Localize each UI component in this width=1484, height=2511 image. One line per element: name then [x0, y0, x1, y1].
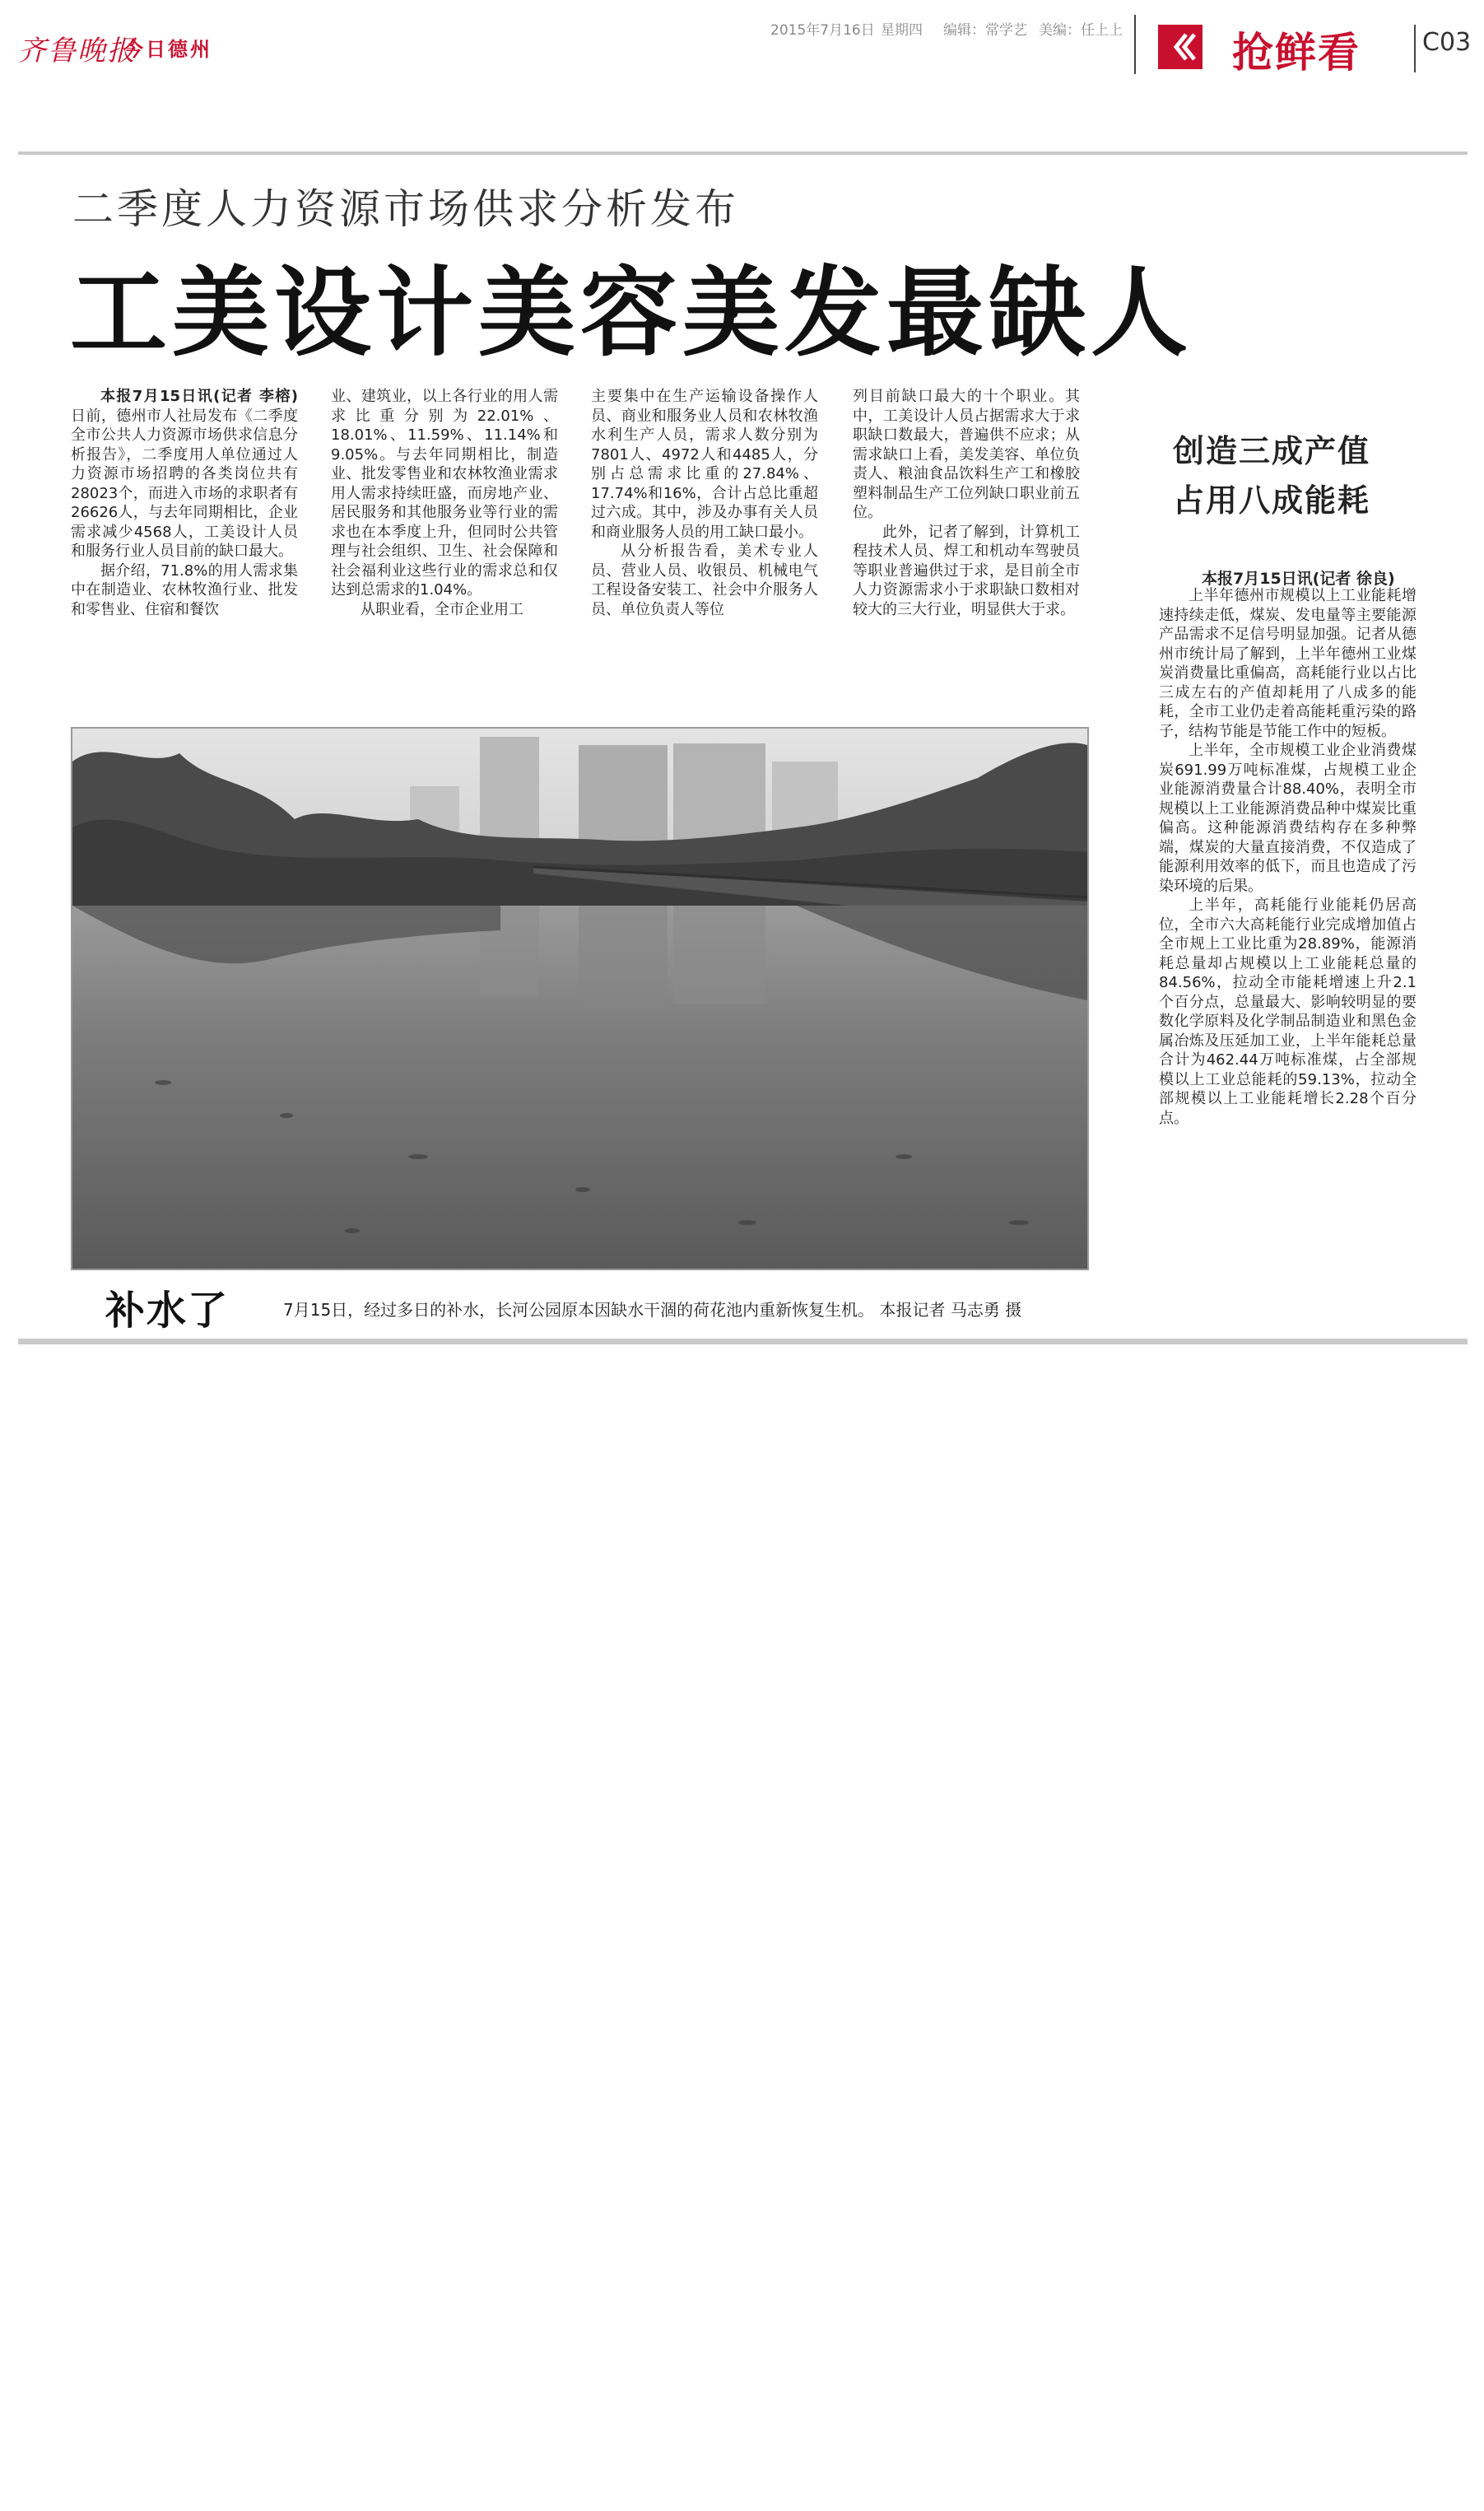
- side-article-body: 上半年德州市规模以上工业能耗增速持续走低，煤炭、发电量等主要能源产品需求不足信号明显加强。记者从德州市统计局了解到，上半年德州工业煤炭消费量比重偏高，高耗能行业以占比三成左右的产值却耗用了八成多的能耗，全市工业仍走着高能耗重污染的路子，结构节能是节能工作中的短板。 上半年，全市规模工业企业消费煤炭691.99万吨标准煤，占规模工业企业能源消费量合计88.40%，表明全市规模以上工业能源消费品种中煤炭比重偏高。这种能源消费结构存在多种弊端，煤炭的大量直接消费，不仅造成了能源利用效率的低下，而且也造成了污染环境的后果。 上半年，高耗能行业能耗仍居高位，全市六大高耗能行业完成增加值占全市规上工业比重为28.89%，能源消耗总量却占规模以上工业能耗总量的84.56%，拉动全市能耗增速上升2.1个百分点，总量最大、影响较明显的要数化学原料及化学制品制造业和黑色金属冶炼及压延加工业，上半年能耗总量合计为462.44万吨标准煤，占全部规模以上工业总能耗的59.13%，拉动全部规模以上工业能耗增长2.28个百分点。: [1159, 587, 1417, 1127]
- bottom-rule: [18, 1339, 1468, 1344]
- page-divider: [1414, 25, 1416, 72]
- designer-credit: 美编：任上上: [1039, 22, 1123, 39]
- editor-credit: 编辑：常学艺: [943, 22, 1027, 39]
- top-rule: [18, 151, 1468, 155]
- section-chevron-icon: [1158, 25, 1203, 69]
- article-dateline: 本报7月15日讯(记者 李榕): [100, 388, 298, 405]
- side-dateline: 本报7月15日讯(记者 徐良): [1202, 570, 1395, 588]
- article-column-4: 列目前缺口最大的十个职业。其中，工美设计人员占据需求大于求职缺口数最大，普遍供不应求；从需求缺口上看，美发美容、单位负责人、粮油食品饮料生产工和橡胶塑料制品生产工位列缺口职业前五位。 此外，记者了解到，计算机工程技术人员、焊工和机动车驾驶员等职业普遍供过于求，是目前全市人力资源需求小于求职缺口数相对较大的三大行业，明显供大于求。: [853, 388, 1080, 618]
- article-column-3: 主要集中在生产运输设备操作人员、商业和服务业人员和农林牧渔水利生产人员，需求人数分别为7801人、4972人和4485人，分别占总需求比重的27.84%、17.74%和16%，合计占总比重超过六成。其中，涉及办事有关人员和商业服务人员的用工缺口最小。 从分析报告看，美术专业人员、营业人员、收银员、机械电气工程设备安装工、社会中介服务人员、单位负责人等位: [591, 388, 818, 618]
- side-headline: 创造三成产值 占用八成能耗: [1173, 433, 1371, 519]
- header-divider: [1134, 15, 1136, 74]
- page-number: C03: [1422, 28, 1472, 57]
- photo-title: 补水了: [105, 1288, 230, 1334]
- newspaper-logo: 齐鲁晚报: [18, 35, 137, 68]
- issue-weekday: 星期四: [881, 22, 923, 39]
- edition-name: 今日德州: [123, 38, 212, 61]
- article-column-2: 业、建筑业，以上各行业的用人需求比重分别为22.01%、18.01%、11.59%、11.14%和9.05%。与去年同期相比，制造业、批发零售业和农林牧渔业需求用人需求持续旺盛，而房地产业、居民服务和其他服务业等行业的需求也在本季度上升，但同时公共管理与社会组织、卫生、社会保障和社会福利业这些行业的需求总和仅达到总需求的1.04%。 从职业看，全市企业用工: [331, 388, 558, 618]
- issue-date: 2015年7月16日: [770, 22, 875, 39]
- article-headline: 工美设计美容美发最缺人: [70, 256, 1193, 370]
- article-column-1: 本报7月15日讯(记者 李榕)日前，德州市人社局发布《二季度全市公共人力资源市场供求信息分析报告》，二季度用人单位通过人力资源市场招聘的各类岗位共有28023个，而进入市场的求职者有26626人，与去年同期相比，企业需求减少4568人，工美设计人员和服务行业人员目前的缺口最大。 据介绍，71.8%的用人需求集中在制造业、农林牧渔行业、批发和零售业、住宿和餐饮: [71, 388, 298, 618]
- section-name: 抢鲜看: [1232, 29, 1361, 77]
- photo-caption: 7月15日，经过多日的补水，长河公园原本因缺水干涸的荷花池内重新恢复生机。 本报记者 马志勇 摄: [283, 1300, 1022, 1320]
- news-photo: [71, 727, 1089, 1270]
- article-kicker: 二季度人力资源市场供求分析发布: [72, 185, 739, 233]
